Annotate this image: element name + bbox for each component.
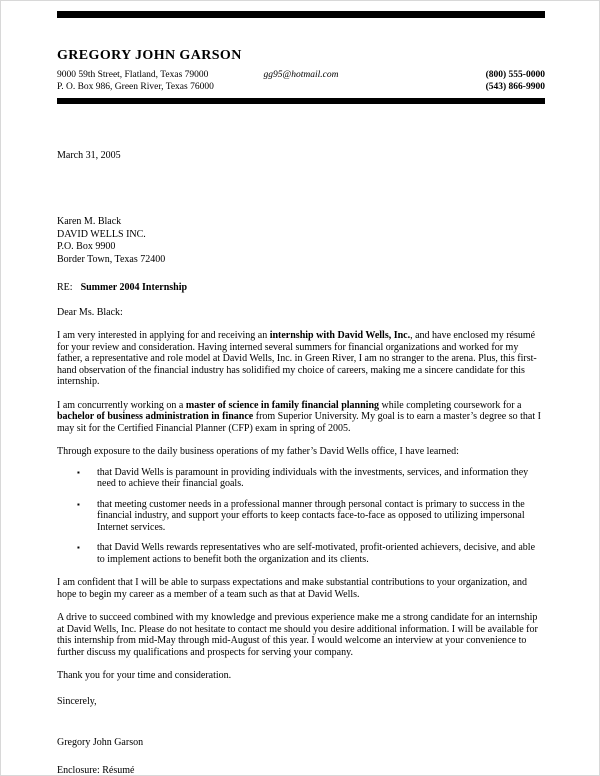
paragraph-5: A drive to succeed combined with my knowledge and previous experience make me a strong candidate for an internship at David Wells, Inc. Please do not hesitate to contact me should you desire additional information. I will be available for this internship from mid-May through mid-August of this year. I would welcome an interview at your convenience to further discuss my qualifications and prospects for serving your company. [57, 612, 538, 658]
phone-line-2: (543) 866-9900 [485, 82, 545, 92]
recipient-city: Border Town, Texas 72400 [57, 253, 166, 265]
bullet-text: that meeting customer needs in a professional manner through personal contact is primary to success in the financial industry, and support your efforts to keep contacts face-to-face as opposed to utilizing impersonal Internet services. [97, 498, 525, 533]
letterhead-phones [373, 69, 545, 93]
bullet-text: that David Wells is paramount in providing individuals with the investments, services, and information they need to achieve their financial goals. [97, 466, 529, 489]
closing: Sincerely, [57, 695, 97, 707]
recipient-company: DAVID WELLS INC. [57, 228, 146, 240]
bullet-item [57, 499, 545, 534]
letterhead-name: GREGORY JOHN GARSON [57, 48, 242, 63]
paragraph-2: I am concurrently working on a master of science in family financial planning while completing coursework for a bachelor of business administration in finance from Superior University. My goal is to earn a master’s degree so that I may sit for the Certified Financial Planner (CFP) exam in spring of 2005. [57, 399, 541, 434]
letterhead-contact [57, 69, 545, 93]
address-line-1: 9000 59th Street, Flatland, Texas 79000 [57, 70, 209, 80]
bullet-icon: ▪ [77, 543, 80, 552]
recipient-block [57, 216, 545, 266]
signature-name: Gregory John Garson [57, 736, 144, 748]
bullet-text: that David Wells rewards representatives who are self-motivated, profit-oriented achievers, decisive, and able to implement actions to benefit both the organization and its clients. [97, 542, 536, 565]
paragraph-6: Thank you for your time and consideration. [57, 670, 232, 681]
letterhead-address [57, 69, 229, 93]
header-rule-bottom [57, 98, 545, 104]
bullet-item [57, 542, 545, 565]
enclosure-note: Enclosure: Résumé [57, 764, 135, 776]
bullet-item [57, 467, 545, 490]
bullet-icon: ▪ [77, 467, 80, 477]
letterhead-email: gg95@hotmail.com [263, 70, 339, 80]
header-rule-top [57, 11, 545, 18]
re-label: RE: [57, 282, 73, 293]
letter-date: March 31, 2005 [57, 150, 121, 161]
re-subject: Summer 2004 Internship [80, 282, 188, 293]
recipient-name: Karen M. Black [57, 216, 122, 227]
salutation: Dear Ms. Black: [57, 307, 123, 318]
paragraph-1: I am very interested in applying for and receiving an internship with David Wells, Inc., and have enclosed my résumé for your review and consideration. Having interned several summers for financial organizations and worked for my father, a representative and role model at David Wells, Inc. in Green River, I am no stranger to the arena. Plus, this first-hand observation of the financial industry has solidified my choice of careers, making me a sincere candidate for this internship. [57, 330, 537, 387]
re-line [57, 282, 545, 293]
paragraph-4: I am confident that I will be able to surpass expectations and make substantial contributions to your organization, and hope to begin my career as a member of a team such as that at David Wells. [57, 577, 527, 600]
letterhead [57, 48, 545, 93]
bullet-icon: ▪ [77, 499, 80, 509]
recipient-po-box: P.O. Box 9900 [57, 241, 116, 252]
bullet-list [57, 467, 545, 566]
paragraph-3: Through exposure to the daily business operations of my father’s David Wells office, I have learned: [57, 446, 459, 457]
address-line-2: P. O. Box 986, Green River, Texas 76000 [57, 82, 214, 92]
phone-line-1: (800) 555-0000 [485, 70, 545, 80]
